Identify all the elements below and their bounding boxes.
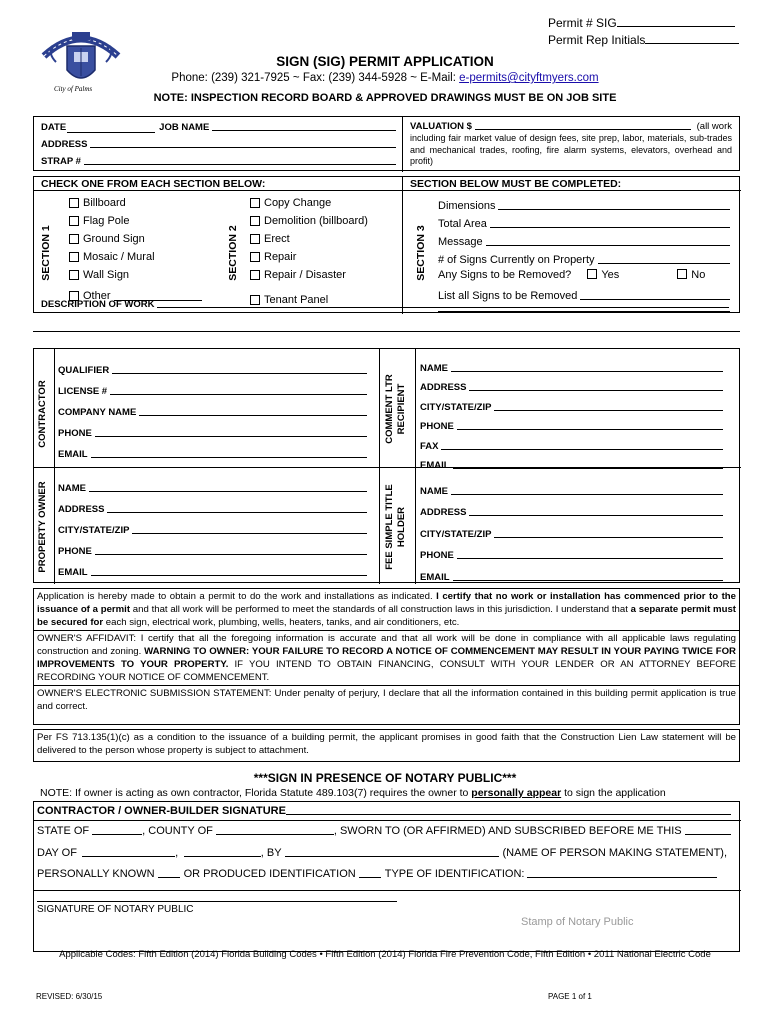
notary-signature-line[interactable] — [37, 901, 397, 902]
owner-affidavit — [34, 631, 739, 686]
fee-simple-side-label — [384, 472, 412, 582]
signature-field[interactable] — [286, 806, 731, 815]
no-option[interactable] — [677, 269, 705, 281]
strap-label: STRAP # — [41, 156, 81, 167]
signature-row — [37, 805, 731, 817]
sworn-label: , SWORN TO (OR AFFIRMED) AND SUBSCRIBED BEFORE ME THIS — [333, 825, 682, 837]
field-label: QUALIFIER — [58, 365, 110, 376]
recipient-city — [420, 393, 723, 413]
dimensions-field[interactable] — [498, 201, 730, 210]
date-field[interactable] — [67, 123, 155, 133]
field-input[interactable] — [469, 382, 723, 391]
state-county-row — [37, 825, 731, 837]
affidavit-text-2: IF YOU INTEND TO OBTAIN FINANCING, CONSULT WITH YOUR LENDER OR AN ATTORNEY BEFORE RECORDING YOUR NOTICE OF COMMENCEMENT. — [37, 659, 736, 683]
complete-heading: SECTION BELOW MUST BE COMPLETED: — [410, 178, 622, 190]
option-mosaic-mural[interactable] — [69, 248, 219, 266]
checkbox[interactable] — [69, 234, 79, 244]
property-owner-fields — [58, 473, 367, 578]
checkbox[interactable] — [250, 216, 260, 226]
field-input[interactable] — [441, 441, 723, 450]
statements-box — [33, 588, 740, 725]
contractor-fields — [58, 355, 367, 460]
field-label: NAME — [420, 362, 448, 374]
produced-id-label: OR PRODUCED IDENTIFICATION — [183, 868, 356, 880]
comment-recipient-fields — [420, 354, 723, 471]
option-label: Repair — [264, 251, 297, 263]
option-repair[interactable] — [250, 248, 400, 266]
yes-option[interactable] — [587, 269, 619, 281]
recipient-address — [420, 374, 723, 394]
affidavit-text-1: OWNER'S AFFIDAVIT: I certify that all the foregoing information is accurate and that all work will be done in compliance with all applicable laws regulating construction and zoning. — [37, 633, 736, 657]
message-row — [438, 230, 730, 248]
field-input[interactable] — [110, 386, 367, 395]
field-input[interactable] — [453, 572, 723, 581]
recipient-phone — [420, 413, 723, 433]
application-text-2: and that all work will be performed to meet the standards of all construction laws in this jurisdiction. I understand that — [130, 604, 631, 615]
no-label: No — [691, 269, 706, 281]
year-field[interactable] — [184, 847, 261, 857]
field-input[interactable] — [95, 428, 367, 437]
fee-label-2: HOLDER — [396, 506, 407, 548]
option-copy-change[interactable] — [250, 194, 400, 212]
email-link[interactable]: e-permits@cityftmyers.com — [459, 72, 599, 84]
option-label: Repair / Disaster — [264, 269, 346, 281]
owner-phone — [58, 536, 367, 557]
option-label: Other — [83, 290, 111, 302]
field-input[interactable] — [494, 402, 723, 411]
valuation-note: including fair market value of design fees, site prep, labor, materials, sub-trades and mechanical trades, roofing, fire alarm systems, elevators, overhead and profit) — [410, 133, 732, 166]
signature-label: CONTRACTOR / OWNER-BUILDER SIGNATURE — [37, 805, 286, 817]
list-removed-label: List all Signs to be Removed — [438, 290, 578, 302]
field-input[interactable] — [95, 546, 367, 555]
field-label: EMAIL — [58, 567, 88, 578]
signs-removed-label: Any Signs to be Removed? — [438, 269, 572, 281]
contractor-phone — [58, 418, 367, 439]
comma: , — [175, 847, 179, 859]
option-label: Wall Sign — [83, 269, 130, 281]
message-label: Message — [438, 236, 483, 248]
comment-label-2: RECIPIENT — [396, 383, 407, 435]
field-input[interactable] — [132, 525, 367, 534]
logo-caption: City of Palms — [54, 85, 93, 93]
recipient-name — [420, 354, 723, 374]
option-label: Erect — [264, 233, 290, 245]
notary-signature-label: SIGNATURE OF NOTARY PUBLIC — [37, 904, 194, 915]
option-label: Tenant Panel — [264, 294, 329, 306]
field-input[interactable] — [139, 407, 367, 416]
dimensions-label: Dimensions — [438, 200, 496, 212]
field-label: PHONE — [58, 428, 92, 439]
application-bold: I certify that no work or installation has commenced prior to the issuance of a permit — [37, 591, 736, 615]
owner-email — [58, 557, 367, 578]
description-field[interactable] — [157, 299, 729, 308]
name-person-label: (NAME OF PERSON MAKING STATEMENT), — [502, 847, 728, 859]
fee-label-1: FEE SIMPLE TITLE — [384, 484, 395, 570]
field-label: NAME — [58, 483, 86, 494]
date-label: DATE — [41, 122, 67, 133]
field-label: CITY/STATE/ZIP — [420, 401, 492, 413]
field-label: EMAIL — [420, 460, 450, 471]
option-billboard[interactable] — [69, 194, 219, 212]
contact-text: Phone: (239) 321-7925 ~ Fax: (239) 344-5928 ~ E-Mail: — [171, 72, 460, 84]
owner-city — [58, 515, 367, 536]
date-jobname-row — [41, 122, 396, 133]
county-label: , COUNTY OF — [142, 825, 213, 837]
field-label: PHONE — [58, 546, 92, 557]
permit-rep-initials-label: Permit Rep Initials — [548, 33, 646, 47]
section2-list — [250, 194, 400, 309]
holder-name — [420, 475, 723, 497]
by-label: , BY — [260, 847, 282, 859]
num-signs-field[interactable] — [598, 255, 730, 264]
holder-email — [420, 561, 723, 583]
field-label: COMPANY NAME — [58, 407, 137, 418]
owner-address — [58, 494, 367, 515]
holder-city — [420, 518, 723, 540]
option-label: Copy Change — [264, 197, 332, 209]
option-erect[interactable] — [250, 230, 400, 248]
affidavit-warning: WARNING TO OWNER: YOUR FAILURE TO RECORD A NOTICE OF COMMENCEMENT MAY RESULT IN YOUR PAYING TWICE FOR IMPROVEMENTS TO YOUR PROPERTY. — [37, 646, 736, 670]
description-underline[interactable] — [33, 331, 740, 332]
section1-list — [69, 194, 219, 305]
address-row — [41, 139, 396, 150]
field-label: CITY/STATE/ZIP — [58, 525, 130, 536]
field-input[interactable] — [91, 567, 367, 576]
identification-row — [37, 868, 717, 880]
application-bold-2: a separate permit must be secured for — [37, 604, 736, 628]
field-input[interactable] — [457, 421, 723, 430]
notary-note — [40, 787, 666, 799]
field-input[interactable] — [451, 363, 723, 372]
field-input[interactable] — [451, 486, 723, 495]
divider — [34, 820, 741, 821]
property-owner-side-label: PROPERTY OWNER — [37, 481, 48, 573]
contractor-email — [58, 439, 367, 460]
day-field[interactable] — [82, 847, 175, 857]
divider — [402, 117, 403, 172]
strap-row — [41, 156, 396, 167]
field-input[interactable] — [107, 504, 367, 513]
personally-known-field[interactable] — [158, 868, 180, 878]
day-by-row — [37, 847, 727, 859]
note-text-1: NOTE: If owner is acting as own contractor, Florida Statute 489.103(7) requires the owner to — [40, 787, 472, 799]
notary-stamp-area: Stamp of Notary Public — [521, 916, 634, 928]
state-field[interactable] — [92, 825, 142, 835]
num-signs-row — [438, 248, 730, 266]
application-text-1: Application is hereby made to obtain a permit to do the work and installations as indicated. — [37, 591, 437, 602]
checkbox[interactable] — [69, 252, 79, 262]
application-statement — [34, 589, 739, 631]
checkbox[interactable] — [250, 252, 260, 262]
state-label: STATE OF — [37, 825, 90, 837]
strap-field[interactable] — [84, 156, 396, 165]
option-repair-disaster[interactable] — [250, 266, 400, 284]
notary-box — [33, 801, 740, 952]
owner-name — [58, 473, 367, 494]
notary-heading: ***SIGN IN PRESENCE OF NOTARY PUBLIC*** — [253, 771, 517, 785]
checkbox[interactable] — [250, 198, 260, 208]
application-text-3: each sign, electrical work, plumbing, wells, heaters, tanks, and air conditioners, etc. — [103, 617, 460, 628]
field-label: EMAIL — [420, 571, 450, 583]
this-day-field[interactable] — [685, 826, 731, 835]
contractor-qualifier — [58, 355, 367, 376]
field-input[interactable] — [91, 449, 367, 458]
note-text-2: to sign the application — [561, 787, 666, 799]
field-label: FAX — [420, 440, 439, 452]
yes-label: Yes — [601, 269, 620, 281]
description-row — [41, 299, 729, 310]
contractor-company — [58, 397, 367, 418]
option-label: Flag Pole — [83, 215, 130, 227]
field-label: PHONE — [420, 421, 454, 432]
option-label: Mosaic / Mural — [83, 251, 155, 263]
option-ground-sign[interactable] — [69, 230, 219, 248]
type-id-label: TYPE OF IDENTIFICATION: — [384, 868, 525, 880]
job-name-field[interactable] — [212, 122, 396, 131]
applicable-codes: Applicable Codes: Fifth Edition (2014) Florida Building Codes • Fifth Edition (2014) Florida Fire Prevention Code, Fifth Edition • 2011 National Electric Code — [59, 949, 711, 960]
lien-law-statement: Per FS 713.135(1)(c) as a condition to the issuance of a building permit, the applicant promises in good faith that the Construction Lien Law statement will be delivered to the person whose property is subject to attachment. — [33, 729, 740, 762]
permit-number-line[interactable] — [617, 17, 735, 27]
field-label: NAME — [420, 485, 448, 497]
county-field[interactable] — [216, 825, 334, 835]
field-label: EMAIL — [58, 449, 88, 460]
checkbox[interactable] — [69, 270, 79, 280]
total-area-field[interactable] — [490, 219, 730, 228]
comment-recipient-side-label — [384, 359, 412, 459]
fee-simple-fields — [420, 475, 723, 583]
permit-rep-row — [548, 33, 739, 47]
field-label: ADDRESS — [58, 504, 105, 515]
valuation-label: VALUATION $ — [410, 121, 472, 132]
field-input[interactable] — [469, 507, 723, 516]
option-label: Demolition (billboard) — [264, 215, 368, 227]
check-heading: CHECK ONE FROM EACH SECTION BELOW: — [41, 178, 266, 190]
permit-number-row — [548, 16, 735, 30]
field-label: CITY/STATE/ZIP — [420, 528, 492, 540]
valuation-row — [410, 121, 732, 132]
electronic-statement: OWNER'S ELECTRONIC SUBMISSION STATEMENT: Under penalty of perjury, I declare that all the information contained in this building permit application is true and correct. — [37, 688, 736, 712]
holder-phone — [420, 540, 723, 562]
day-of-label: DAY OF — [37, 847, 77, 859]
option-wall-sign[interactable] — [69, 266, 219, 284]
valuation-suffix: (all work — [696, 121, 732, 132]
total-area-label: Total Area — [438, 218, 487, 230]
contacts-box — [33, 348, 740, 583]
comment-label-1: COMMENT LTR — [384, 374, 395, 444]
type-id-field[interactable] — [527, 869, 717, 878]
divider — [34, 890, 741, 891]
address-label: ADDRESS — [41, 139, 88, 150]
field-label: ADDRESS — [420, 507, 467, 518]
option-label: Ground Sign — [83, 233, 145, 245]
option-flag-pole[interactable] — [69, 212, 219, 230]
permit-number-label: Permit # SIG — [548, 16, 617, 30]
page-number: PAGE 1 of 1 — [548, 992, 592, 1001]
total-area-row — [438, 212, 730, 230]
by-field[interactable] — [285, 847, 499, 857]
checkbox[interactable] — [69, 198, 79, 208]
option-demolition[interactable] — [250, 212, 400, 230]
note-bold: personally appear — [471, 787, 562, 799]
sections-box — [33, 176, 740, 313]
field-input[interactable] — [457, 550, 723, 559]
section3-label: SECTION 3 — [415, 225, 427, 281]
address-field[interactable] — [90, 139, 396, 148]
holder-address — [420, 497, 723, 519]
section3-fields — [438, 194, 730, 314]
contractor-side-label: CONTRACTOR — [37, 380, 48, 448]
section2-label: SECTION 2 — [227, 225, 239, 281]
produced-id-field[interactable] — [359, 868, 381, 878]
job-info-box — [33, 116, 740, 171]
checkbox[interactable] — [587, 269, 597, 279]
field-label: PHONE — [420, 550, 454, 561]
option-label: Billboard — [83, 197, 126, 209]
checkbox[interactable] — [69, 216, 79, 226]
signs-removed-row — [438, 266, 730, 284]
description-label: DESCRIPTION OF WORK — [41, 299, 155, 310]
recipient-fax — [420, 432, 723, 452]
permit-rep-initials-line[interactable] — [645, 34, 739, 44]
field-input[interactable] — [112, 365, 367, 374]
field-input[interactable] — [453, 460, 723, 469]
contact-line — [0, 72, 770, 84]
recipient-email — [420, 452, 723, 472]
divider — [34, 190, 741, 191]
contractor-license — [58, 376, 367, 397]
section1-label: SECTION 1 — [40, 225, 52, 281]
checkbox[interactable] — [250, 270, 260, 280]
field-label: LICENSE # — [58, 386, 108, 397]
revised-date: REVISED: 6/30/15 — [36, 992, 103, 1001]
message-field[interactable] — [486, 237, 730, 246]
job-name-label: JOB NAME — [159, 122, 210, 133]
num-signs-label: # of Signs Currently on Property — [438, 254, 595, 266]
job-site-note: NOTE: INSPECTION RECORD BOARD & APPROVED DRAWINGS MUST BE ON JOB SITE — [153, 92, 617, 104]
field-input[interactable] — [494, 529, 723, 538]
checkbox[interactable] — [250, 234, 260, 244]
page-title: SIGN (SIG) PERMIT APPLICATION — [276, 54, 494, 69]
field-input[interactable] — [89, 483, 367, 492]
checkbox[interactable] — [677, 269, 687, 279]
dimensions-row — [438, 194, 730, 212]
personally-known-label: PERSONALLY KNOWN — [37, 868, 155, 880]
divider — [402, 177, 403, 314]
valuation-field[interactable] — [475, 121, 691, 130]
field-label: ADDRESS — [420, 382, 467, 393]
